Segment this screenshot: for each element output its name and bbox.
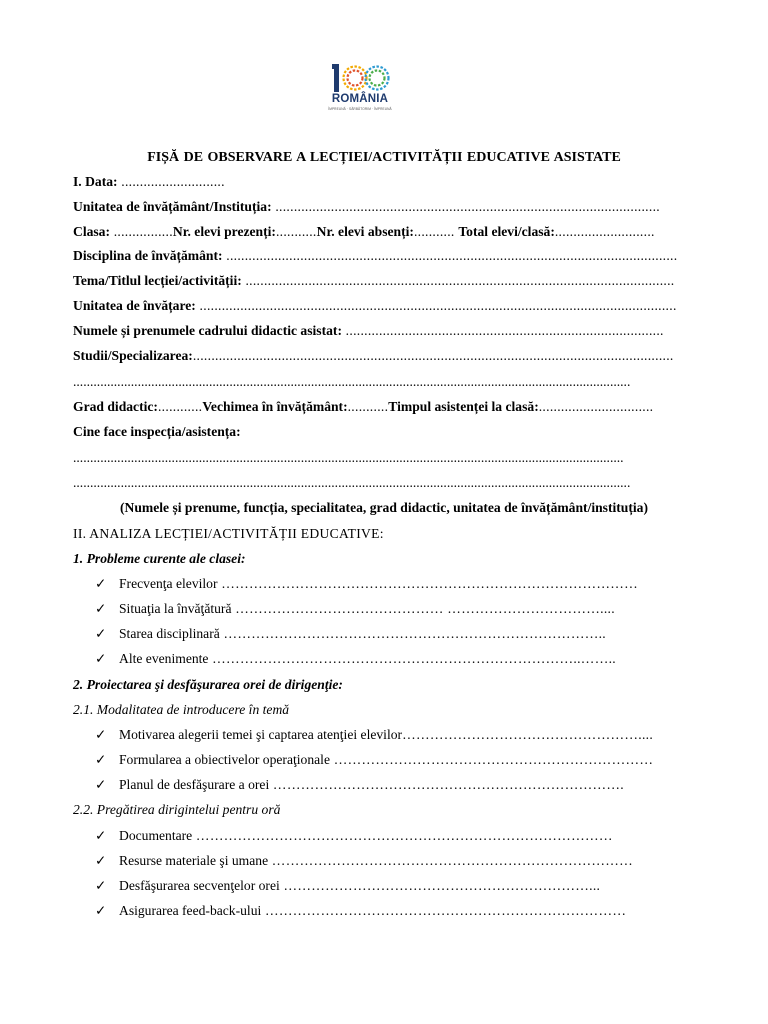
- field-learning-unit: [73, 298, 725, 314]
- inspector-note: (Numele și prenume, funcția, specialitatea, grad didactic, unitatea de învățământ/instituția): [120, 500, 648, 515]
- list-item-label: Desfăşurarea secvenţelor orei: [119, 878, 280, 893]
- field-topic: [73, 273, 725, 289]
- list-item-dots: ……………………………………… ……………………………....: [231, 601, 615, 616]
- checkmark-icon: ✓: [95, 601, 107, 616]
- field-seniority-dots: ...........: [347, 399, 389, 414]
- list-item: [95, 903, 735, 919]
- field-seniority-label: Vechimea în învățământ:: [202, 399, 348, 414]
- field-date-label: I. Data:: [73, 174, 118, 189]
- list-item: [95, 853, 735, 869]
- field-grade-row: [73, 399, 725, 415]
- field-absent-dots: ...........: [413, 224, 459, 239]
- blank-line-3: ....................................................................................................................................................................: [73, 475, 631, 490]
- field-duration-label: Timpul asistenței la clasă:: [388, 399, 539, 414]
- list-item: [95, 626, 735, 642]
- field-date-dots: ............................: [117, 174, 225, 189]
- blank-line-1: ....................................................................................................................................................................: [73, 374, 631, 389]
- field-studies-label: Studii/Specializarea:: [73, 348, 193, 363]
- logo-country-name: ROMÂNIA: [331, 93, 389, 105]
- list-item: [95, 777, 735, 793]
- field-inspector-label: Cine face inspecția/asistența:: [73, 424, 241, 439]
- field-institution: [73, 199, 725, 215]
- list-item: [95, 752, 735, 768]
- list-item-dots: ……………………………………………………………………: [268, 853, 634, 868]
- subsection-2-heading: 2. Proiectarea şi desfăşurarea orei de dirigenţie:: [73, 677, 343, 692]
- list-item-label: Alte evenimente: [119, 651, 209, 666]
- checkmark-icon: ✓: [95, 853, 107, 868]
- centenary-digits-icon: [328, 62, 390, 94]
- list-item-label: Resurse materiale şi umane: [119, 853, 269, 868]
- field-discipline: [73, 248, 725, 264]
- field-studies-dots: ..................................................................................................................................: [192, 348, 674, 363]
- field-inspector: [73, 424, 725, 440]
- field-grade-dots: ............: [157, 399, 203, 414]
- blank-line-2: ..................................................................................................................................................................: [73, 450, 624, 465]
- list-item-label: Asigurarea feed-back-ului: [119, 903, 262, 918]
- field-absent-label: Nr. elevi absenți:: [316, 224, 414, 239]
- checkmark-icon: ✓: [95, 903, 107, 918]
- checkmark-icon: ✓: [95, 828, 107, 843]
- list-item-dots: ……………………………………………………………………..……..: [208, 651, 616, 666]
- list-item: [95, 601, 735, 617]
- field-institution-dots: ........................................................................................................: [271, 199, 660, 214]
- list-item-dots: ………………………………………………………………………………: [192, 828, 613, 843]
- list-item-dots: ………………………………………………………………………………: [217, 576, 639, 591]
- checkmark-icon: ✓: [95, 626, 107, 641]
- list-item-label: Situaţia la învăţătură: [119, 601, 232, 616]
- list-item-label: Frecvenţa elevilor: [119, 576, 218, 591]
- list-item-dots: ……………………………………………………………: [330, 752, 654, 767]
- field-present-dots: ...........: [275, 224, 317, 239]
- list-item-label: Motivarea alegerii temei şi captarea atenţiei elevilor: [119, 727, 403, 742]
- list-item-dots: ………………………………………………………………….: [269, 777, 624, 792]
- checkmark-icon: ✓: [95, 727, 107, 742]
- field-topic-dots: ....................................................................................................................: [241, 273, 675, 288]
- field-teacher-name-dots: ......................................................................................: [341, 323, 664, 338]
- list-item: [95, 727, 735, 743]
- field-topic-label: Tema/Titlul lecției/activității:: [73, 273, 242, 288]
- field-class-dots: ................: [110, 224, 173, 239]
- checkmark-icon: ✓: [95, 576, 107, 591]
- list-item: [95, 878, 735, 894]
- field-teacher-name: [73, 323, 725, 339]
- checkmark-icon: ✓: [95, 777, 107, 792]
- field-class-label: Clasa:: [73, 224, 111, 239]
- list-item-dots: ……………………………………………....: [402, 727, 654, 742]
- subsection-2-1-heading: 2.1. Modalitatea de introducere în temă: [73, 702, 290, 717]
- field-teacher-name-label: Numele și prenumele cadrului didactic asistat:: [73, 323, 342, 338]
- logo-tagline: ÎMPREUNĂ · SĂRBĂTORIM · ÎMPREUNĂ: [328, 107, 392, 111]
- field-total-label: Total elevi/clasă:: [458, 224, 555, 239]
- subsection-1-heading: 1. Probleme curente ale clasei:: [73, 551, 246, 566]
- list-item: [95, 828, 735, 844]
- field-learning-unit-label: Unitatea de învățare:: [73, 298, 196, 313]
- list-item-label: Planul de desfăşurare a orei: [119, 777, 270, 792]
- checkmark-icon: ✓: [95, 651, 107, 666]
- field-date: [73, 174, 725, 190]
- list-item-dots: ……………………………………………………………………: [261, 903, 627, 918]
- list-item-label: Starea disciplinară: [119, 626, 220, 641]
- field-duration-dots: ...............................: [538, 399, 654, 414]
- field-total-dots: ...........................: [554, 224, 655, 239]
- document-title: FIȘĂ DE OBSERVARE A LECȚIEI/ACTIVITĂȚII EDUCATIVE ASISTATE: [147, 150, 621, 165]
- field-discipline-label: Disciplina de învățământ:: [73, 248, 223, 263]
- list-item-dots: …………………………………………………………...: [279, 878, 601, 893]
- list-item: [95, 651, 735, 667]
- field-class-row: [73, 224, 725, 240]
- field-learning-unit-dots: .................................................................................................................................: [195, 298, 677, 313]
- field-present-label: Nr. elevi prezenți:: [172, 224, 276, 239]
- list-item-label: Documentare: [119, 828, 193, 843]
- checkmark-icon: ✓: [95, 752, 107, 767]
- list-item: [95, 576, 735, 592]
- list-item-label: Formularea a obiectivelor operaţionale: [119, 752, 330, 767]
- subsection-2-2-heading: 2.2. Pregătirea dirigintelui pentru oră: [73, 802, 281, 817]
- romania-100-logo: [322, 60, 398, 114]
- section-2-heading: II. ANALIZA LECȚIEI/ACTIVITĂȚII EDUCATIVE:: [73, 526, 384, 541]
- checkmark-icon: ✓: [95, 878, 107, 893]
- field-studies: [73, 348, 725, 364]
- field-institution-label: Unitatea de învățământ/Instituția:: [73, 199, 272, 214]
- field-grade-label: Grad didactic:: [73, 399, 158, 414]
- field-discipline-dots: ..........................................................................................................................: [222, 248, 678, 263]
- list-item-dots: ………………………………………………………………………..: [219, 626, 607, 641]
